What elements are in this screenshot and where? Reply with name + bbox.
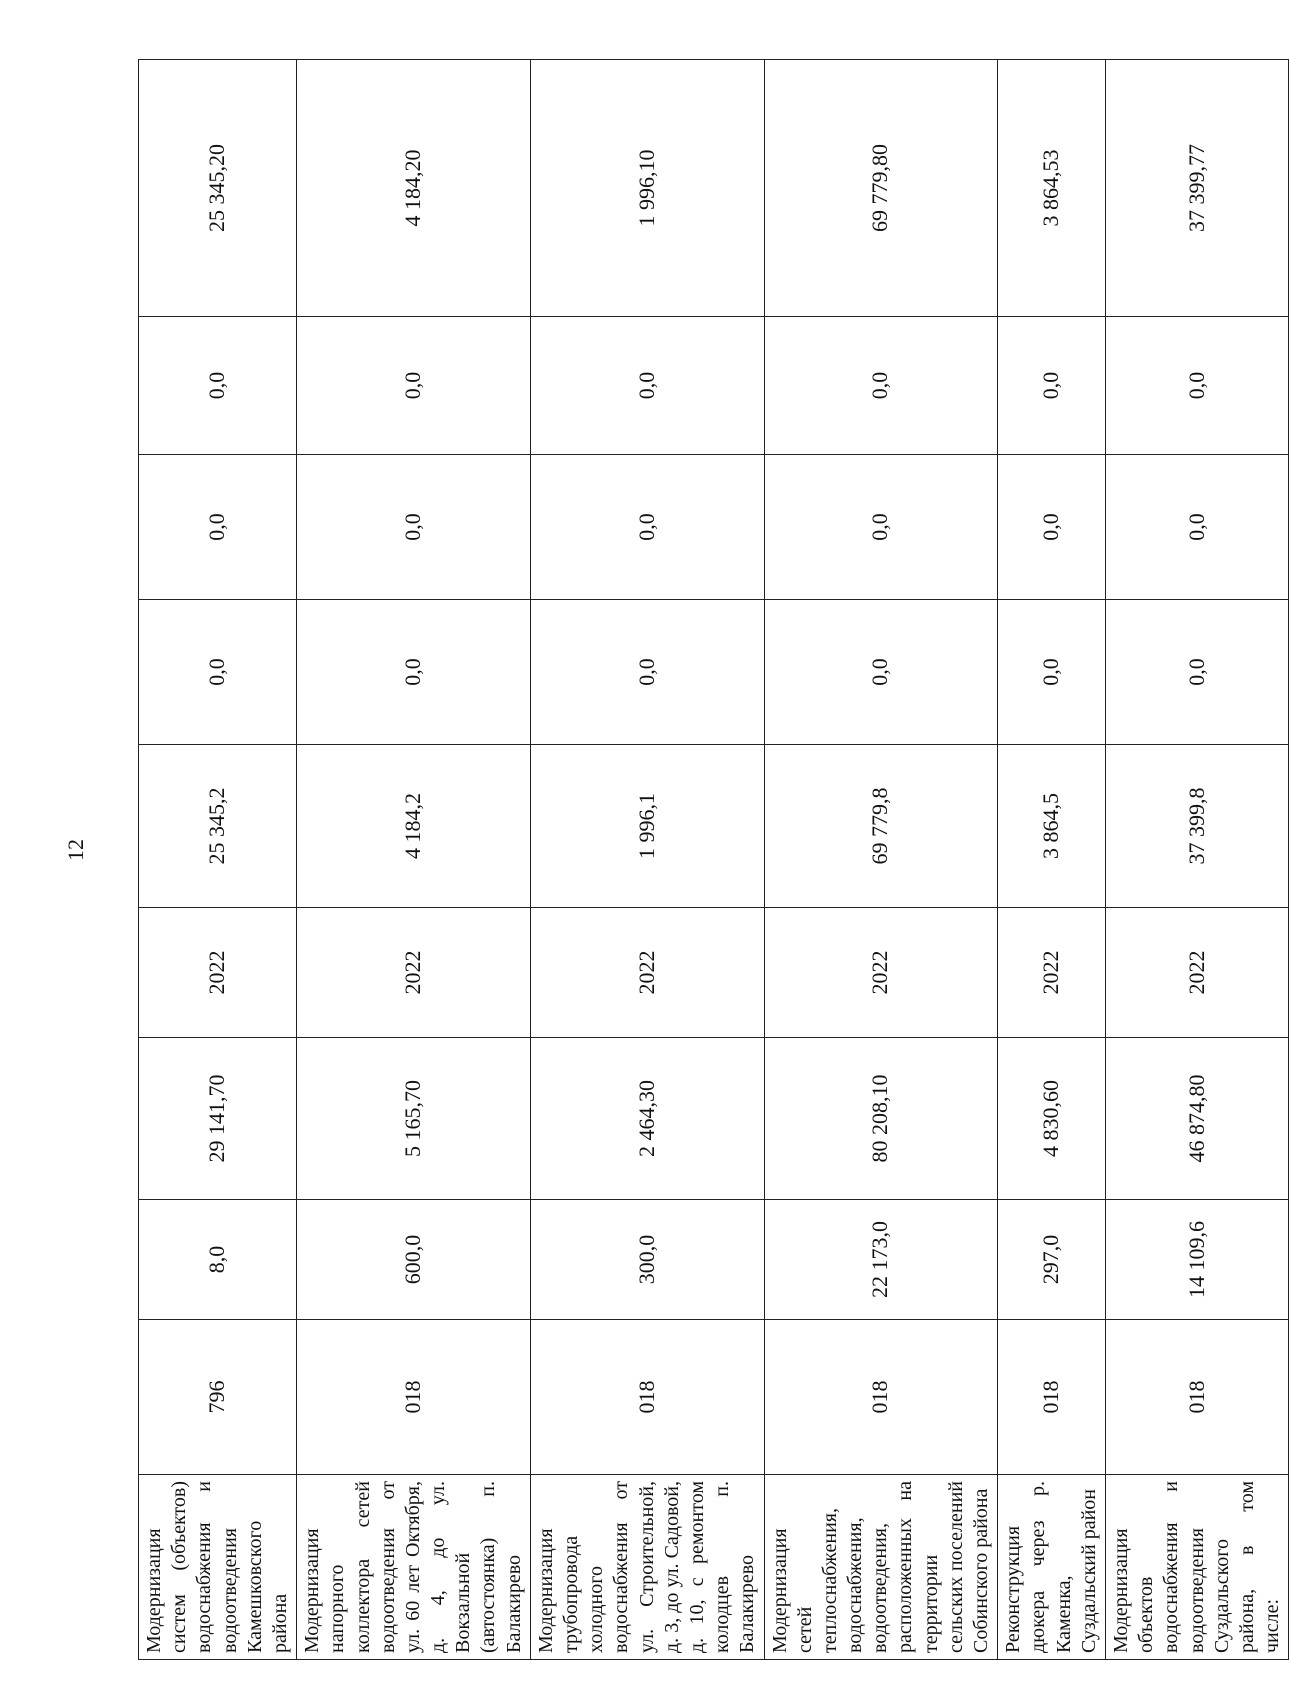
value-cell: 14 109,6 [1105,1200,1288,1320]
table-row [998,60,1106,1660]
value-cell: 0,0 [139,455,297,600]
page-number: 12 [63,839,88,861]
value-cell: 0,0 [297,317,531,455]
total-cell: 69 779,80 [764,60,998,317]
value-cell: 297,0 [998,1200,1106,1320]
year-cell: 2022 [764,908,998,1038]
value-cell: 4 830,60 [998,1038,1106,1200]
value-cell: 2 464,30 [530,1038,764,1200]
year-cell: 2022 [297,908,531,1038]
value-cell: 0,0 [764,317,998,455]
total-cell: 1 996,10 [530,60,764,317]
value-cell: 0,0 [998,600,1106,745]
total-cell: 37 399,77 [1105,60,1288,317]
year-cell: 2022 [139,908,297,1038]
table-row [764,60,998,1660]
code-cell: 018 [764,1320,998,1475]
row-description: Модернизация систем (объектов) водоснабжения и водоотведения Камешковского района [139,1475,297,1660]
value-cell: 0,0 [297,600,531,745]
value-cell: 0,0 [1105,455,1288,600]
value-cell: 0,0 [139,317,297,455]
code-cell: 018 [530,1320,764,1475]
value-cell: 46 874,80 [1105,1038,1288,1200]
value-cell: 22 173,0 [764,1200,998,1320]
row-description: Модернизация трубопровода холодного водоснабжения от ул. Строительной, д. 3, до ул. Садовой, д. 10, с ремонтом колодцев п. Балакирево [530,1475,764,1660]
value-cell: 0,0 [530,600,764,745]
table-container [138,60,1284,1660]
value-cell: 37 399,8 [1105,745,1288,908]
row-description: Реконструкция дюкера через р. Каменка, Суздальский район [998,1475,1106,1660]
value-cell: 8,0 [139,1200,297,1320]
value-cell: 0,0 [530,317,764,455]
value-cell: 0,0 [1105,600,1288,745]
value-cell: 25 345,2 [139,745,297,908]
row-description: Модернизация объектов водоснабжения и водоотведения Суздальского района, в том числе: [1105,1475,1288,1660]
value-cell: 0,0 [1105,317,1288,455]
table-row [297,60,531,1660]
table-row [1105,60,1288,1660]
row-description: Модернизация напорного коллектора сетей водоотведения от ул. 60 лет Октября, д. 4, до ул. Вокзальной (автостоянка) п. Балакирево [297,1475,531,1660]
value-cell: 300,0 [530,1200,764,1320]
total-cell: 3 864,53 [998,60,1106,317]
code-cell: 018 [998,1320,1106,1475]
total-cell: 4 184,20 [297,60,531,317]
year-cell: 2022 [530,908,764,1038]
code-cell: 018 [297,1320,531,1475]
value-cell: 0,0 [998,317,1106,455]
row-description: Модернизация сетей теплоснабжения, водоснабжения, водоотведения, расположенных на территории сельских поселений Собинского района [764,1475,998,1660]
value-cell: 0,0 [998,455,1106,600]
value-cell: 0,0 [297,455,531,600]
total-cell: 25 345,20 [139,60,297,317]
value-cell: 29 141,70 [139,1038,297,1200]
value-cell: 3 864,5 [998,745,1106,908]
value-cell: 0,0 [764,455,998,600]
value-cell: 600,0 [297,1200,531,1320]
value-cell: 80 208,10 [764,1038,998,1200]
value-cell: 0,0 [139,600,297,745]
code-cell: 018 [1105,1320,1288,1475]
year-cell: 2022 [1105,908,1288,1038]
data-table [138,59,1289,1660]
value-cell: 0,0 [764,600,998,745]
table-row [530,60,764,1660]
value-cell: 0,0 [530,455,764,600]
value-cell: 4 184,2 [297,745,531,908]
value-cell: 5 165,70 [297,1038,531,1200]
value-cell: 1 996,1 [530,745,764,908]
year-cell: 2022 [998,908,1106,1038]
table-row [139,60,297,1660]
value-cell: 69 779,8 [764,745,998,908]
code-cell: 796 [139,1320,297,1475]
